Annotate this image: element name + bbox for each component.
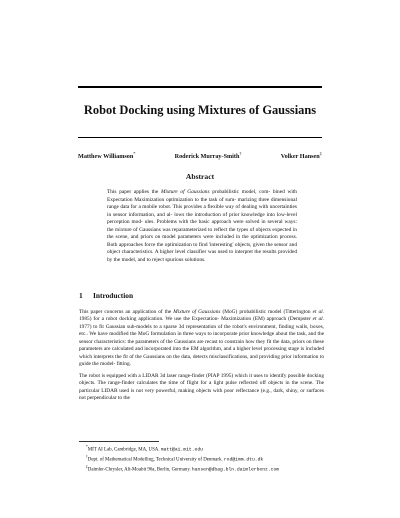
paper-title: Robot Docking using Mixtures of Gaussians (83, 103, 317, 117)
footnote-email[interactable]: rod@imm.dtu.dk (223, 457, 264, 463)
section-number: 1 (79, 291, 83, 300)
author-list (78, 150, 322, 161)
section-body (79, 309, 324, 406)
body-paragraph: The robot is equipped with a LIDAR 3d laser range-finder (PIAP 1995) which it uses to identify possible docking objects. The range-finder calculates the time of flight for a light pulse reflected off objects in the scene. The particular LIDAR used is not very powerful, making objects with poor reflectance (e.g., dark, shiny, or surfaces not perpendicular to the (79, 372, 324, 401)
footnotes (86, 444, 326, 473)
body-paragraph: This paper concerns an application of the Mixture of Gaussians (MoG) probabilistic model (Titterington et al. 1985) for a robot docking application. We use the Expectation- Maximization (EM) approach (Dempster et al. 1977) to fit Gaussian sub-models to a sparse 3d representation of the robot's environment, finding walls, boxes, etc.. We have modified the MoG formulation in three ways to incorporate prior knowledge about the task, and the sensor characteristics: the parameters of the Gaussians are recast to constrain how they fit the data, priors on these parameters are calculated and incorporated into the EM algorithm, and a higher level processing stage is included which interprets the fit of the Gaussians on the data, detects misclassifications, and providing prior information to guide the model- fitting. (79, 309, 325, 368)
title-rule-bottom (78, 137, 322, 138)
footnote: *MIT AI Lab, Cambridge, MA, USA. matt@ai.mit.edu (86, 445, 203, 453)
section-heading (79, 291, 133, 301)
author: Roderick Murray-Smith† (174, 151, 242, 161)
section-title: Introduction (93, 291, 134, 300)
footnote-rule (79, 441, 159, 442)
abstract-text (107, 189, 297, 264)
footnote: †Dept. of Mathematical Modelling, Technical University of Denmark. rod@imm.dtu.dk (86, 454, 264, 463)
footnote-email[interactable]: matt@ai.mit.edu (160, 447, 203, 453)
abstract-paragraph: This paper applies the Mixture of Gaussians probabilistic model, com- bined with Expectation Maximization optimization to the task of sum- marizing three dimensional range data for a mobile robot. This provides a flexible way of dealing with uncertainties in sensor information, and al- lows the introduction of prior knowledge into low-level perception mod- ules. Problems with the basic approach were solved in several ways: the mixture of Gaussians was reparameterized to reflect the types of objects expected in the scene, and priors on model parameters were included in the optimization process. Both approaches force the optimization to find 'interesting' objects, given the sensor and object characteristics. A higher level classifier was used to interpret the results provided by the model, and to reject spurious solutions. (107, 189, 298, 263)
author: Matthew Williamson* (78, 151, 136, 161)
abstract-heading: Abstract (185, 172, 215, 181)
title-rule-top (78, 86, 322, 88)
footnote-email[interactable]: hansen@dbag.bln.daimlerbenz.com (191, 467, 280, 473)
footnote: ‡Daimler-Chrysler, Alt-Moabit 96a, Berlin, Germany. hansen@dbag.bln.daimlerbenz.com (86, 464, 280, 473)
author: Volker Hansen‡ (280, 151, 322, 161)
